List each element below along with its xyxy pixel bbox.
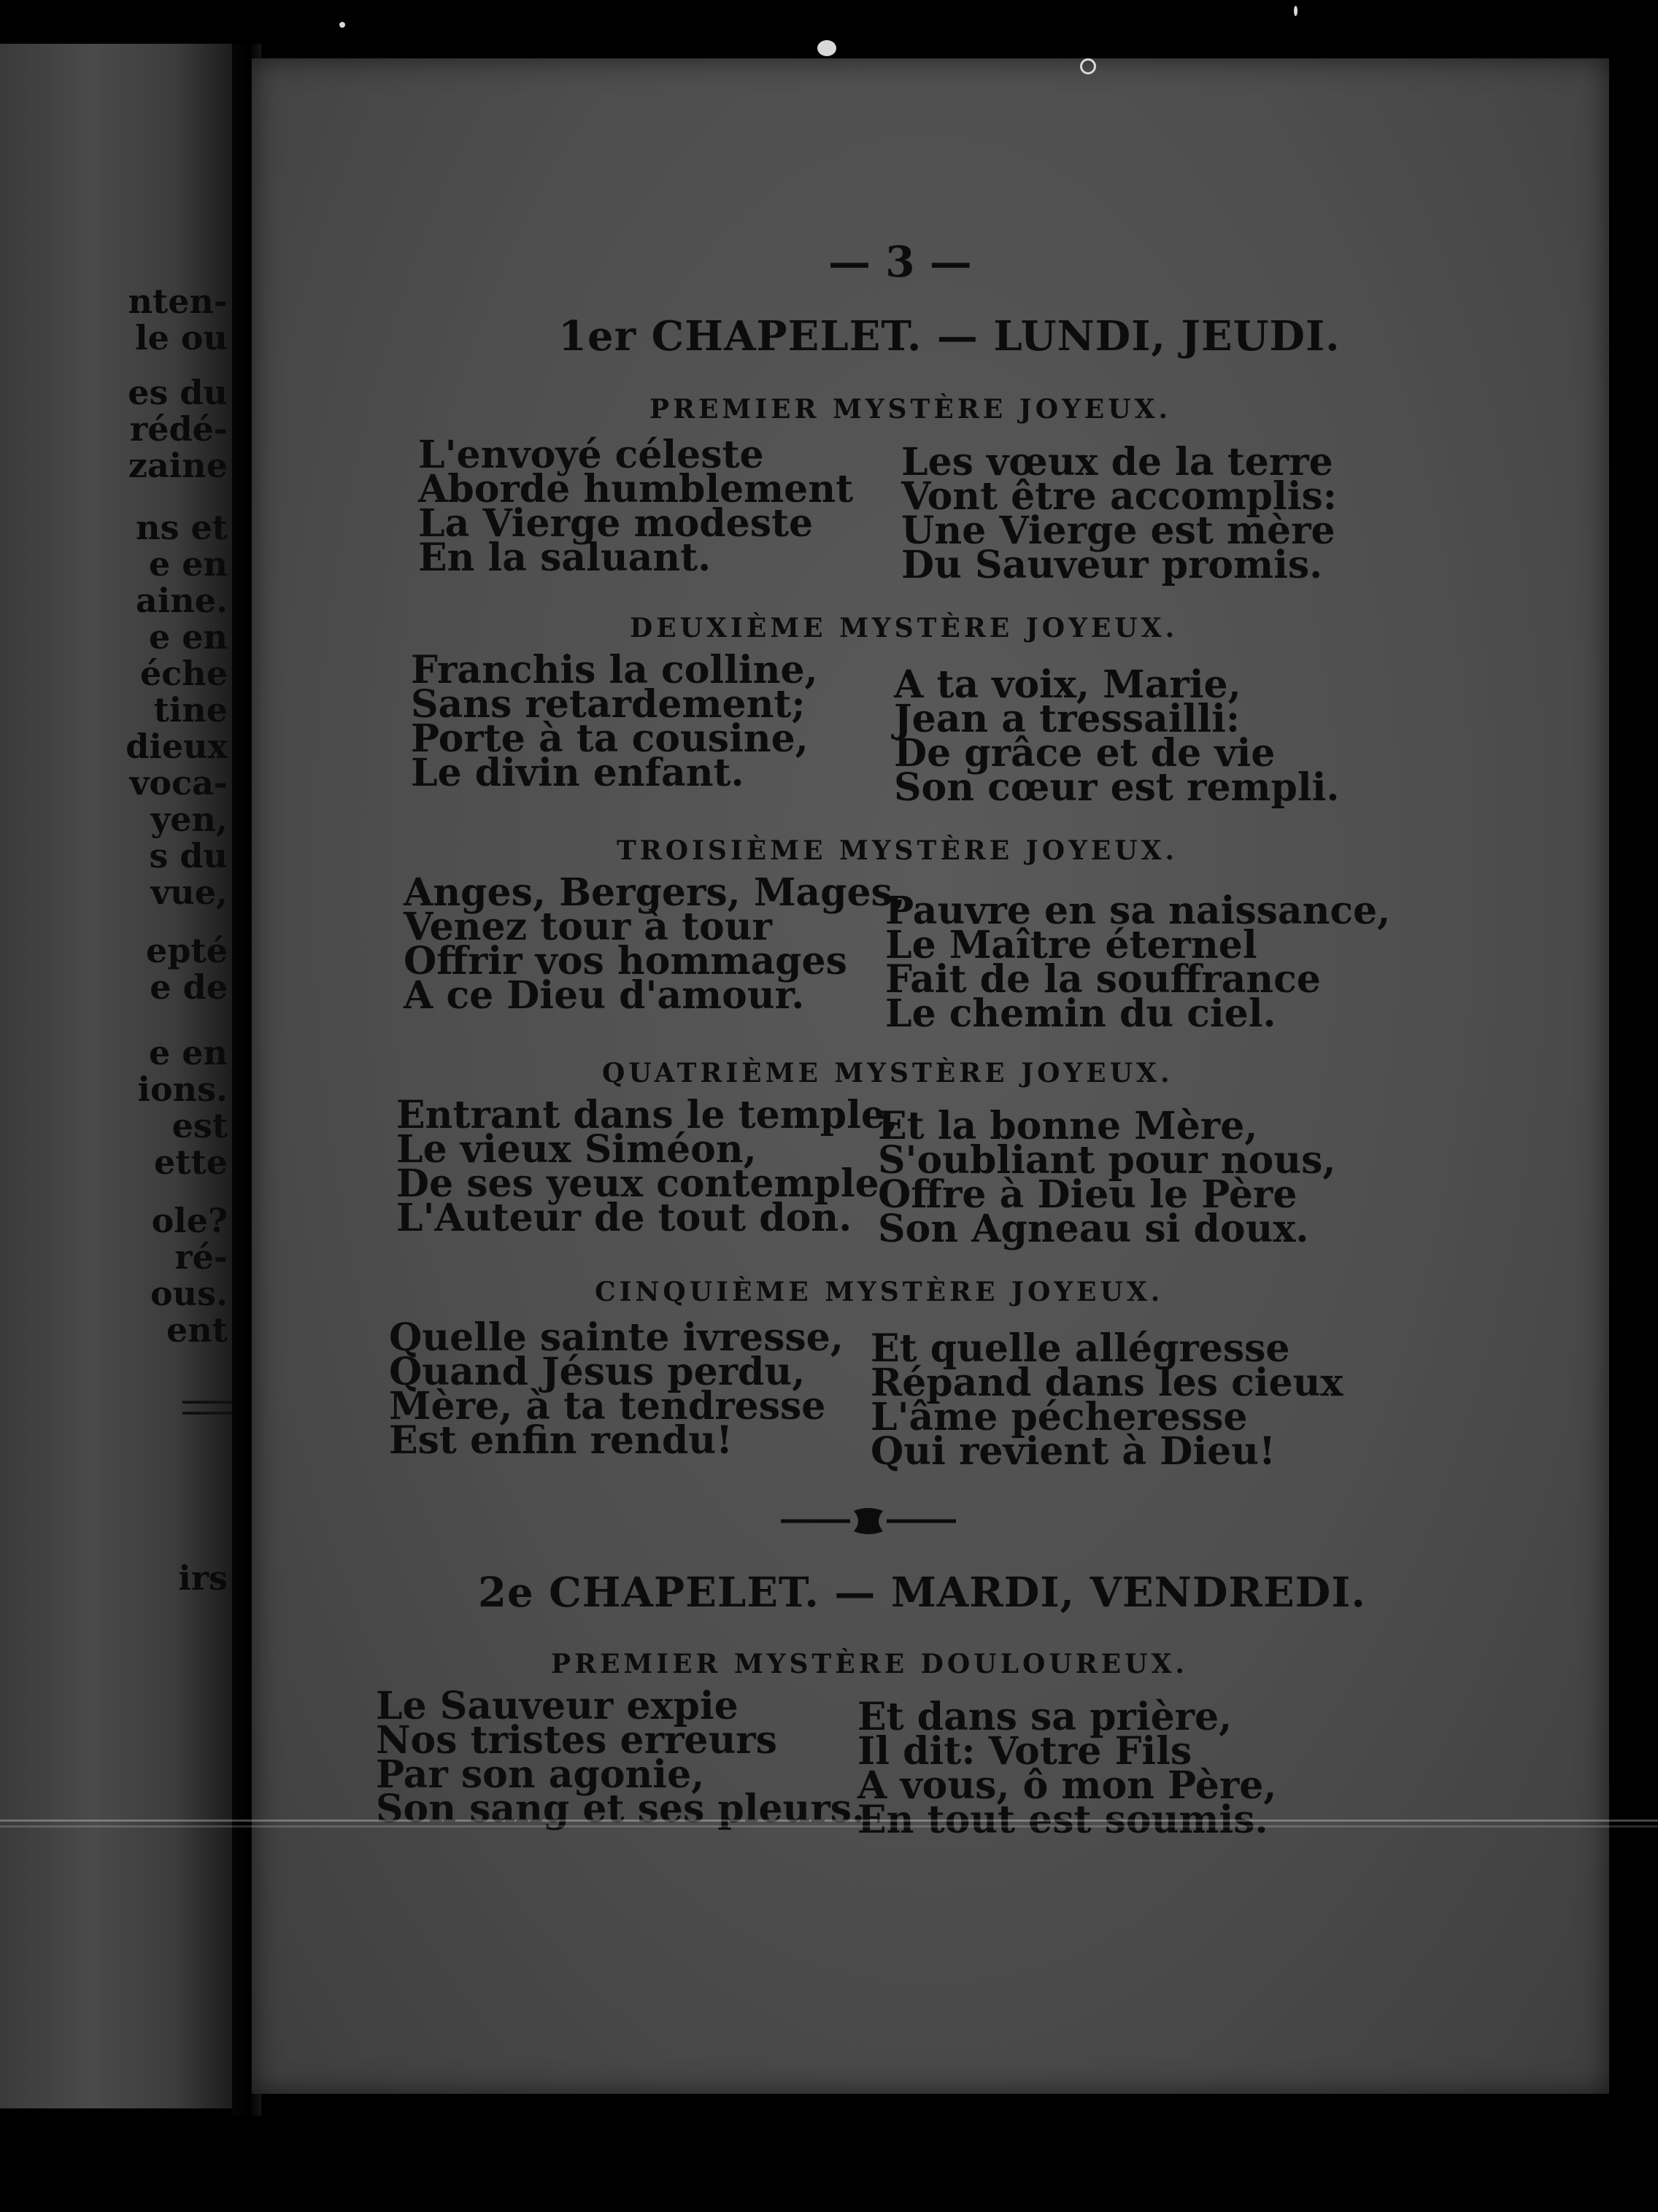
verse-line: A vous, ô mon Père, (857, 1763, 1277, 1808)
stanza-right (871, 1326, 1343, 1474)
mystery-title: PREMIER MYSTÈRE JOYEUX. (649, 394, 1172, 425)
left-page-line: nten- (128, 282, 228, 321)
left-page-line: rédé- (129, 409, 228, 449)
left-page-line: ole? (151, 1201, 228, 1240)
scan-artifact-line (0, 1825, 1658, 1828)
verse-line: Il dit: Votre Fils (857, 1729, 1192, 1774)
verse-line: Les vœux de la terre (901, 440, 1333, 484)
verse-line: Offre à Dieu le Père (878, 1172, 1298, 1217)
verse-line: En la saluant. (418, 535, 712, 580)
verse-line: Venez tour à tour (404, 905, 772, 949)
verse-line: Franchis la colline, (411, 648, 818, 692)
left-page-line: vue, (150, 873, 228, 912)
left-page-line: est (171, 1106, 228, 1145)
left-page-line: le ou (135, 318, 228, 357)
verse-line: Jean a tressailli: (894, 697, 1241, 741)
left-page-rule (182, 1412, 234, 1415)
stanza-left (376, 1684, 865, 1831)
verse-line: Et la bonne Mère, (878, 1104, 1258, 1148)
scan-speck (1080, 58, 1096, 74)
verse-line: Son Agneau si doux. (878, 1207, 1309, 1251)
verse-line: Quand Jésus perdu, (389, 1350, 806, 1394)
ornament-divider (781, 1507, 956, 1536)
verse-line: Pauvre en sa naissance, (885, 889, 1391, 933)
verse-line: Du Sauveur promis. (901, 543, 1323, 587)
left-page-line: s du (149, 836, 228, 875)
verse-line: S'oubliant pour nous, (878, 1138, 1336, 1183)
verse-line: Nos tristes erreurs (376, 1718, 777, 1763)
chapelet-heading: 2e CHAPELET. — MARDI, VENDREDI. (478, 1569, 1366, 1617)
left-page-line: e en (149, 544, 228, 584)
verse-line: Le divin enfant. (411, 751, 744, 795)
mystery-title: QUATRIÈME MYSTÈRE JOYEUX. (602, 1058, 1173, 1088)
verse-line: L'Auteur de tout don. (396, 1196, 852, 1240)
verse-line: Anges, Bergers, Mages, (404, 870, 906, 915)
left-page-line: irs (178, 1558, 228, 1598)
verse-line: Répand dans les cieux (871, 1361, 1343, 1405)
verse-line: La Vierge modeste (418, 501, 814, 546)
stanza-right (894, 662, 1340, 810)
mystery-title: TROISIÈME MYSTÈRE JOYEUX. (617, 835, 1179, 866)
verse-line: Le Sauveur expie (376, 1684, 739, 1728)
verse-line: Porte à ta cousine, (411, 716, 809, 761)
verse-line: Est enfin rendu! (389, 1418, 733, 1463)
stanza-right (878, 1104, 1336, 1251)
mystery-title: DEUXIÈME MYSTÈRE JOYEUX. (630, 613, 1179, 643)
verse-line: Le vieux Siméon, (396, 1127, 757, 1172)
left-page-line: dieux (126, 727, 228, 766)
verse-line: Et quelle allégresse (871, 1326, 1290, 1371)
stanza-right (901, 440, 1337, 587)
left-page-line: tine (153, 690, 228, 730)
verse-line: L'âme pécheresse (871, 1395, 1248, 1439)
scan-speck (1294, 6, 1298, 16)
chapelet-heading: 1er CHAPELET. — LUNDI, JEUDI. (558, 312, 1341, 360)
verse-line: Aborde humblement (418, 467, 854, 511)
mystery-title: PREMIER MYSTÈRE DOULOUREUX. (551, 1649, 1188, 1679)
verse-line: Quelle sainte ivresse, (389, 1315, 844, 1360)
verse-line: Et dans sa prière, (857, 1695, 1233, 1739)
page-number: — 3 — (828, 237, 972, 287)
stanza-right (885, 889, 1391, 1036)
left-page-line: e en (149, 617, 228, 657)
stanza-left (411, 648, 818, 795)
verse-line: Son sang et ses pleurs. (376, 1787, 865, 1831)
left-page-line: e de (150, 967, 228, 1007)
left-page-line: éche (140, 654, 228, 693)
scan-speck (339, 22, 345, 28)
verse-line: A ta voix, Marie, (894, 662, 1241, 707)
scan-artifact-line (0, 1820, 1658, 1822)
verse-line: Entrant dans le temple, (396, 1093, 899, 1137)
left-page-line: yen, (150, 800, 228, 839)
verse-line: Qui revient à Dieu! (871, 1429, 1276, 1474)
scan-speck (817, 40, 836, 56)
left-page-line: zaine (128, 446, 228, 485)
verse-line: Mère, à ta tendresse (389, 1384, 826, 1428)
stanza-left (396, 1093, 899, 1240)
verse-line: Fait de la souffrance (885, 957, 1321, 1002)
verse-line: En tout est soumis. (857, 1798, 1268, 1842)
left-page-line: ette (153, 1142, 228, 1182)
left-page-line: voca- (129, 763, 228, 803)
left-facing-page (0, 44, 234, 2108)
stanza-right (857, 1695, 1277, 1842)
stanza-left (418, 433, 854, 580)
left-page-line: ous. (150, 1274, 228, 1313)
mystery-title: CINQUIÈME MYSTÈRE JOYEUX. (595, 1277, 1164, 1307)
left-page-line: ions. (137, 1070, 228, 1109)
left-page-line: epté (146, 931, 228, 970)
verse-line: De ses yeux contemple (396, 1161, 879, 1206)
verse-line: De grâce et de vie (894, 731, 1276, 776)
left-page-line: ns et (136, 508, 228, 547)
left-page-line: aine. (135, 581, 228, 620)
book-page (252, 58, 1609, 2094)
verse-line: Sans retardement; (411, 682, 806, 727)
verse-line: Le Maître éternel (885, 923, 1257, 967)
verse-line: Le chemin du ciel. (885, 991, 1276, 1036)
stanza-left (404, 870, 906, 1018)
verse-line: Une Vierge est mère (901, 508, 1335, 553)
left-page-line: es du (128, 373, 228, 412)
verse-line: Par son agonie, (376, 1752, 705, 1797)
verse-line: L'envoyé céleste (418, 433, 764, 477)
left-page-rule (182, 1401, 234, 1404)
verse-line: Vont être accomplis: (901, 474, 1337, 519)
verse-line: Son cœur est rempli. (894, 765, 1340, 810)
stanza-left (389, 1315, 844, 1463)
verse-line: A ce Dieu d'amour. (404, 973, 805, 1018)
left-page-line: e en (149, 1033, 228, 1072)
left-page-line: ent (166, 1310, 228, 1350)
left-page-line: ré- (174, 1237, 228, 1277)
verse-line: Offrir vos hommages (404, 939, 847, 983)
